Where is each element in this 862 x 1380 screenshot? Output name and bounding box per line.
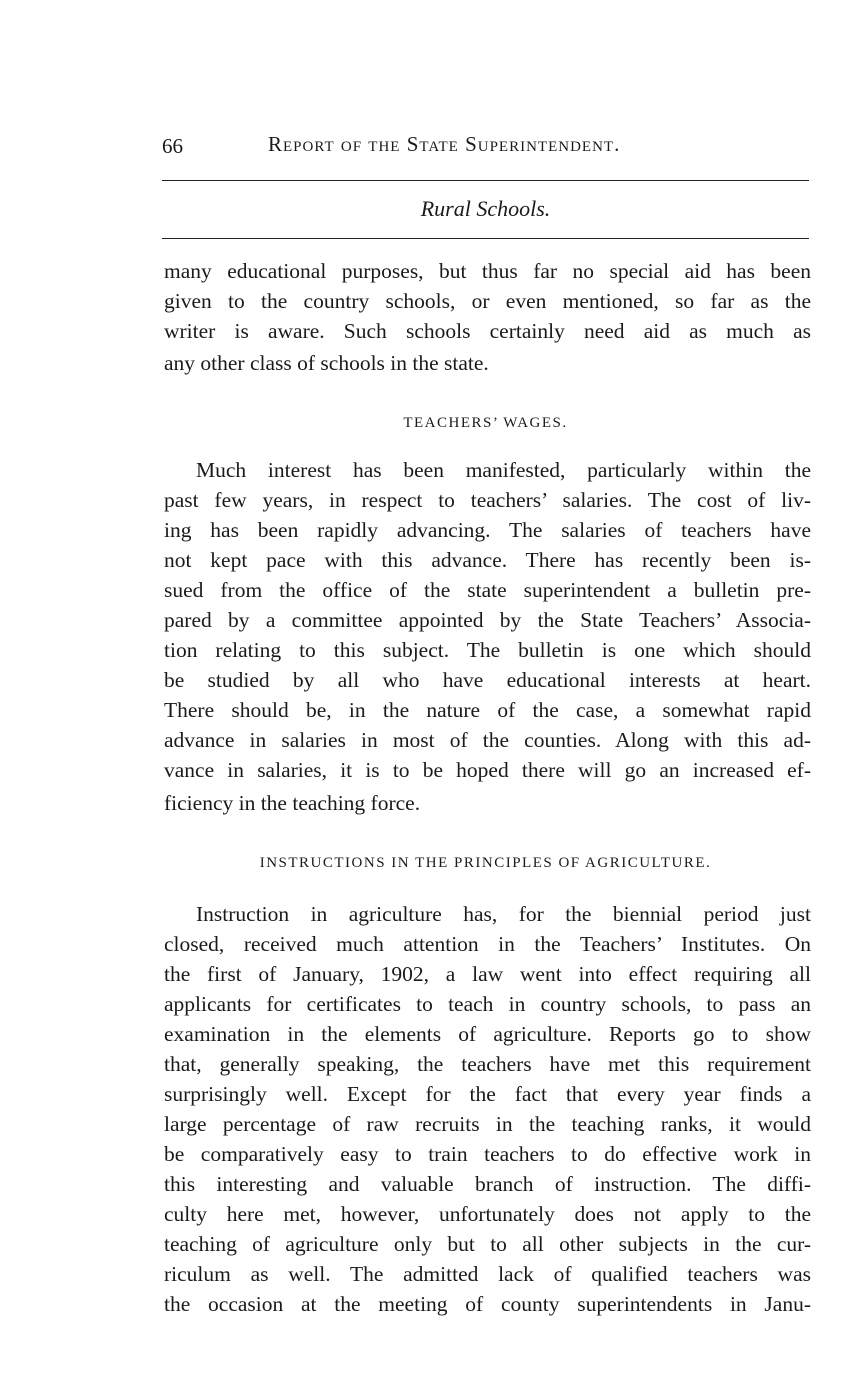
text-line: sued from the office of the state superintendent a bulletin pre- [164,578,811,602]
text-line: many educational purposes, but thus far no special aid has been [164,259,811,283]
text-line: writer is aware. Such schools certainly need aid as much as [164,319,811,343]
text-line: applicants for certificates to teach in country schools, to pass an [164,992,811,1016]
text-line: not kept pace with this advance. There has recently been is- [164,548,811,572]
text-line: There should be, in the nature of the case, a somewhat rapid [164,698,811,722]
text-line: past few years, in respect to teachers’ salaries. The cost of liv- [164,488,811,512]
text-line: this interesting and valuable branch of instruction. The diffi- [164,1172,811,1196]
text-line: given to the country schools, or even mentioned, so far as the [164,289,811,313]
text-line: tion relating to this subject. The bulletin is one which should [164,638,811,662]
text-line: be studied by all who have educational interests at heart. [164,668,811,692]
text-line: large percentage of raw recruits in the teaching ranks, it would [164,1112,811,1136]
text-line: any other class of schools in the state. [164,351,489,375]
text-line: advance in salaries in most of the counties. Along with this ad- [164,728,811,752]
text-line: surprisingly well. Except for the fact that every year finds a [164,1082,811,1106]
section-heading-teachers-wages: TEACHERS’ WAGES. [403,415,568,431]
text-line: culty here met, however, unfortunately does not apply to the [164,1202,811,1226]
text-line: Much interest has been manifested, particularly within the [196,458,811,482]
text-line: that, generally speaking, the teachers have met this requirement [164,1052,811,1076]
top-rule [162,180,809,181]
running-head: Report of the State Superintendent. [268,132,621,156]
text-line: the first of January, 1902, a law went into effect requiring all [164,962,811,986]
text-line: the occasion at the meeting of county superintendents in Janu- [164,1292,811,1316]
text-line: vance in salaries, it is to be hoped there will go an increased ef- [164,758,811,782]
text-line: ficiency in the teaching force. [164,791,421,815]
page-number: 66 [162,134,183,158]
text-line: pared by a committee appointed by the State Teachers’ Associa- [164,608,811,632]
text-line: be comparatively easy to train teachers to do effective work in [164,1142,811,1166]
text-line: teaching of agriculture only but to all other subjects in the cur- [164,1232,811,1256]
text-line: examination in the elements of agriculture. Reports go to show [164,1022,811,1046]
text-line: ing has been rapidly advancing. The salaries of teachers have [164,518,811,542]
bottom-rule [162,238,809,239]
section-title: Rural Schools. [420,196,551,221]
text-line: closed, received much attention in the Teachers’ Institutes. On [164,932,811,956]
section-heading-agriculture: INSTRUCTIONS IN THE PRINCIPLES OF AGRICULTURE. [259,855,712,871]
text-line: Instruction in agriculture has, for the biennial period just [196,902,811,926]
text-line: riculum as well. The admitted lack of qualified teachers was [164,1262,811,1286]
